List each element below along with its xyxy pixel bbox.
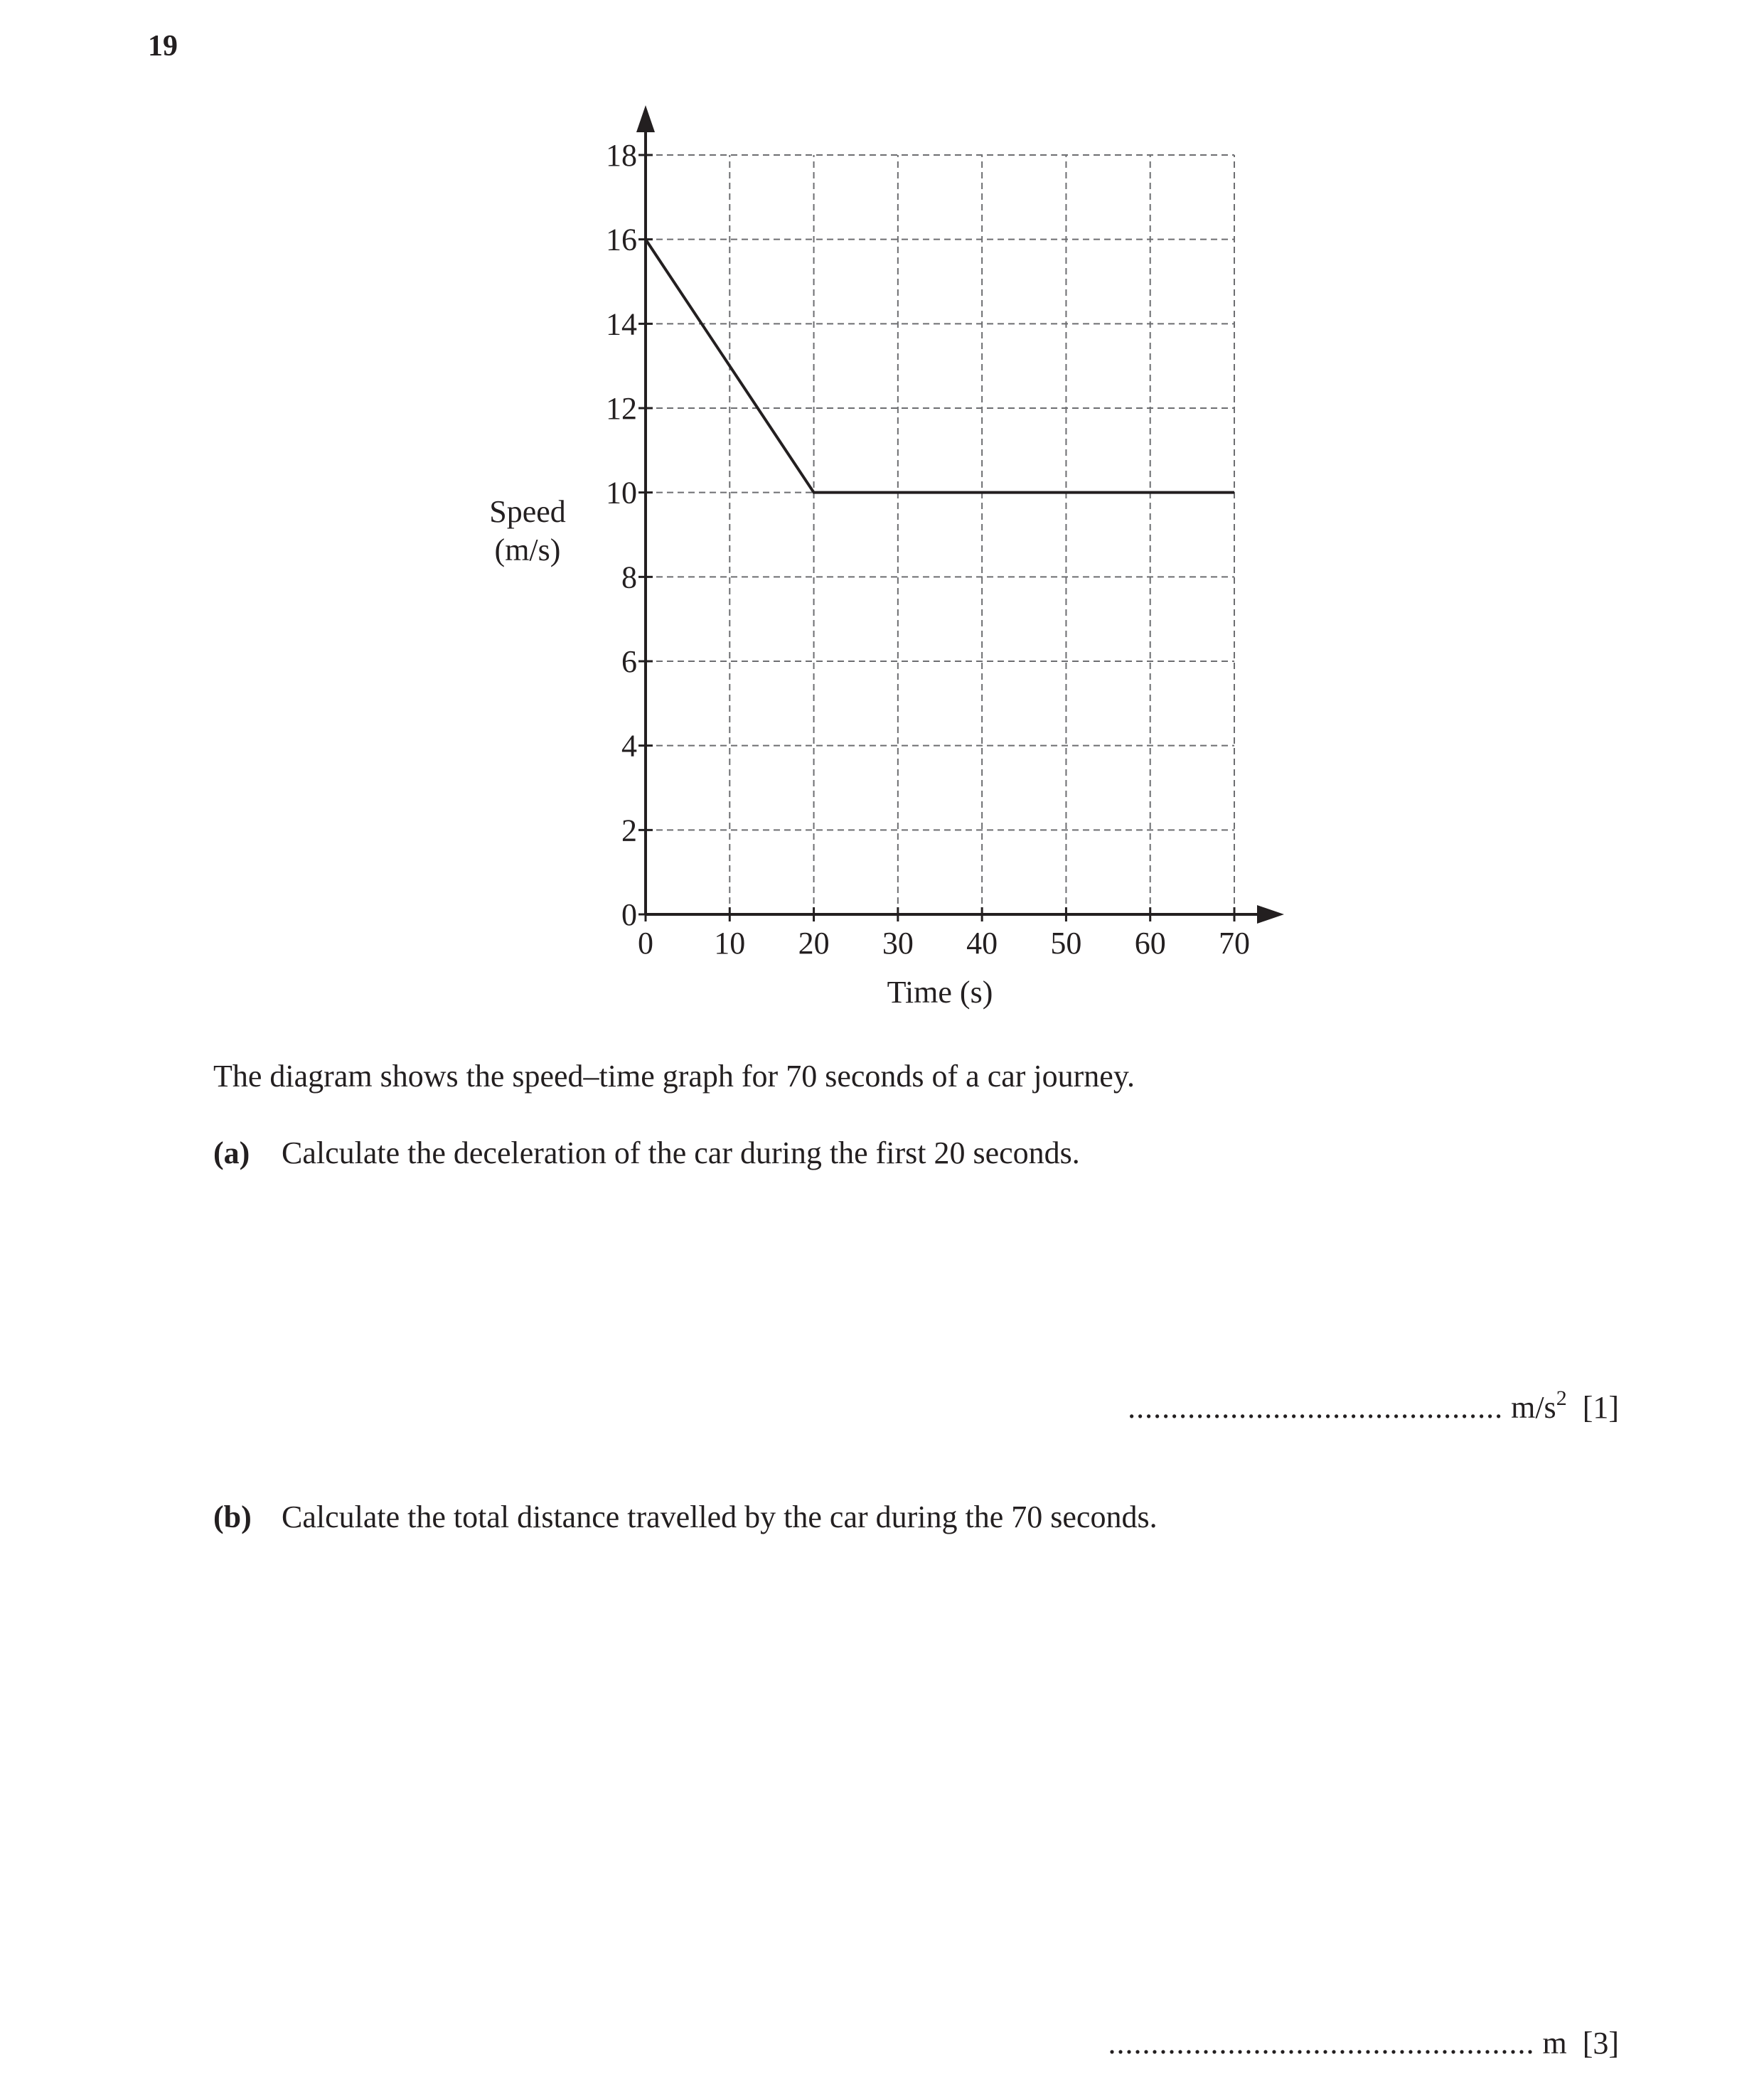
y-tick-label-14: 14: [606, 306, 637, 342]
part-a-unit: m/s: [1511, 1390, 1556, 1425]
x-tick-label-40: 40: [966, 926, 998, 961]
y-tick-label-10: 10: [606, 475, 637, 511]
part-b-label: (b): [213, 1500, 252, 1534]
part-a-answer-line[interactable]: [1128, 1386, 1619, 1425]
y-tick-label-6: 6: [621, 644, 637, 679]
x-tick-label-10: 10: [714, 926, 746, 961]
x-tick-label-30: 30: [882, 926, 914, 961]
x-tick-label-20: 20: [798, 926, 830, 961]
y-axis-title-line-1: (m/s): [494, 533, 561, 567]
part-b-marks: [3]: [1582, 2026, 1619, 2061]
y-axis-arrowhead: [636, 105, 655, 132]
y-tick-label-12: 12: [606, 391, 637, 426]
part-a-answer-dots[interactable]: ............................................: [1128, 1390, 1504, 1425]
part-a-text: Calculate the deceleration of the car during the first 20 seconds.: [282, 1135, 1080, 1170]
part-a-question: [213, 1135, 1080, 1170]
x-axis-arrowhead: [1257, 905, 1284, 924]
question-number: 19: [148, 30, 178, 63]
part-b-text: Calculate the total distance travelled by the car during the 70 seconds.: [282, 1500, 1158, 1534]
tick-labels: [606, 138, 1250, 961]
x-axis-title: Time (s): [887, 975, 993, 1010]
x-tick-label-0: 0: [638, 926, 653, 961]
tick-marks: [638, 155, 1234, 921]
y-axis-title-line-0: Speed: [489, 494, 566, 529]
y-tick-label-4: 4: [621, 728, 637, 764]
y-tick-label-18: 18: [606, 138, 637, 173]
part-b-question: [213, 1502, 1158, 1533]
y-tick-label-2: 2: [621, 813, 637, 848]
y-tick-label-8: 8: [621, 560, 637, 595]
question-stem: The diagram shows the speed–time graph for 70 seconds of a car journey.: [213, 1059, 1135, 1094]
x-tick-label-70: 70: [1219, 926, 1250, 961]
series-line-0: [646, 240, 1234, 493]
part-a-marks: [1]: [1582, 1390, 1619, 1425]
axes: [636, 105, 1284, 924]
part-a-label: (a): [213, 1135, 250, 1170]
x-tick-label-60: 60: [1134, 926, 1166, 961]
part-a-unit-superscript: 2: [1556, 1386, 1567, 1410]
y-tick-label-16: 16: [606, 222, 637, 257]
series: [646, 240, 1234, 493]
part-b-answer-dots[interactable]: ..................................................: [1108, 2026, 1535, 2061]
part-b-answer-line[interactable]: [1108, 2028, 1619, 2059]
grid: [646, 155, 1234, 914]
part-b-unit: m: [1542, 2026, 1567, 2061]
y-tick-label-0: 0: [621, 897, 637, 932]
speed-time-graph: [0, 0, 1764, 1031]
x-tick-label-50: 50: [1050, 926, 1082, 961]
